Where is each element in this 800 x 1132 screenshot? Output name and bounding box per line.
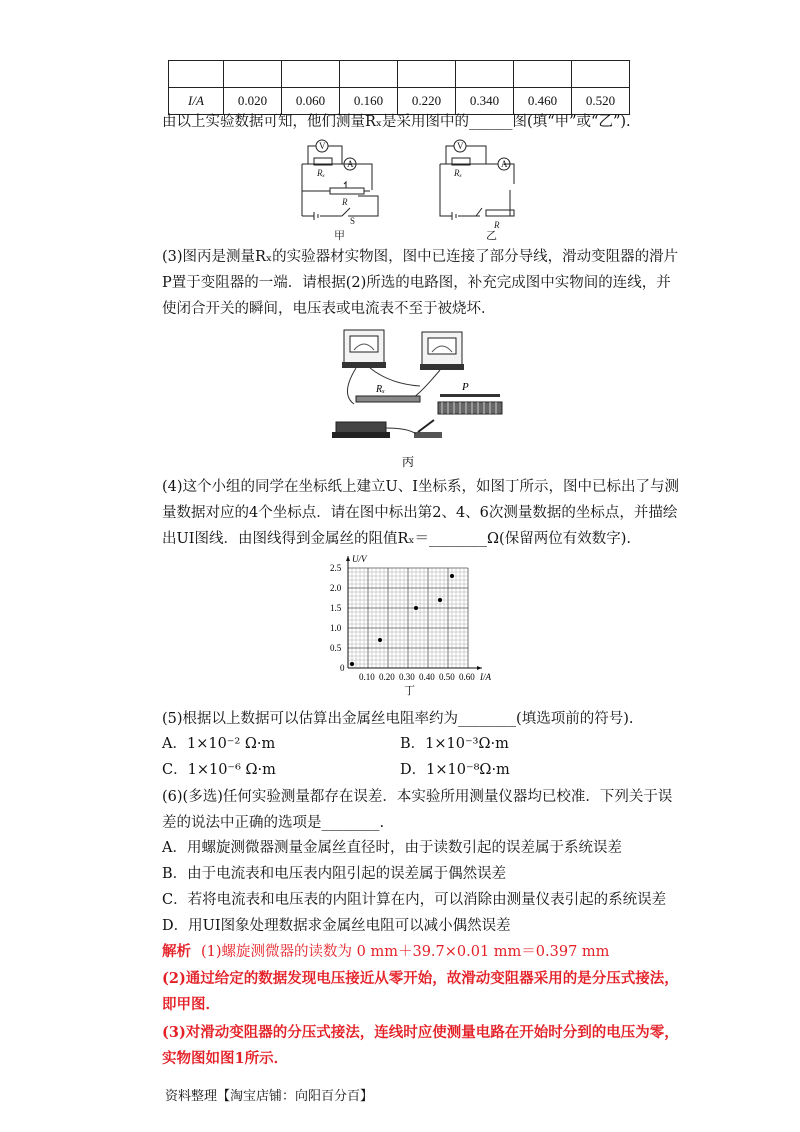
slider-p-label: P — [462, 381, 469, 393]
q2-tail-text: 由以上实验数据可知，他们测量Rₓ是采用图中的______图(填“甲”或“乙”). — [162, 114, 631, 130]
caption-yi: 乙 — [486, 230, 497, 242]
data-point — [378, 638, 382, 642]
table-row — [169, 61, 630, 88]
y-tick-label: 2.0 — [330, 583, 342, 593]
x-tick-label: 0.40 — [419, 672, 435, 682]
analysis-label: 解析 — [162, 943, 191, 960]
rheostat-device — [438, 394, 502, 414]
y-tick-label: 1.0 — [330, 623, 342, 633]
q4-text: (4)这个小组的同学在坐标纸上建立U、I坐标系，如图丁所示，图中已标出了与测量数据对应的4个坐标点．请在图中标出第2、4、6次测量数据的坐标点，并描绘出UI图线．由图线得到金属丝的阻值Rₓ＝________Ω(保留两位有效数字). — [162, 479, 679, 547]
y-tick-label: 0.5 — [330, 643, 342, 653]
analysis-line-3: (3)对滑动变阻器的分压式接法，连线时应使测量电路在开始时分到的电压为零，实物图如图1所示． — [162, 1024, 679, 1067]
q6-option-d: D．用UI图象处理数据求金属丝电阻可以减小偶然误差 — [162, 918, 511, 934]
ui-chart — [310, 548, 510, 698]
q5-text: (5)根据以上数据可以估算出金属丝电阻率约为________(填选项前的符号). — [162, 711, 634, 727]
q5-option-c: C．1×10⁻⁶ Ω·m — [162, 762, 276, 778]
circuit-jia — [302, 140, 378, 220]
rx-photo-label: Rₓ — [376, 384, 385, 395]
analysis-line-1: 解析 (1)螺旋测微器的读数为 0 mm＋39.7×0.01 mm＝0.397 mm — [162, 943, 610, 960]
x-tick-label: 0.30 — [399, 672, 415, 682]
y-axis-label: U/V — [352, 554, 367, 564]
x-tick-label: 0.50 — [439, 672, 455, 682]
table-row: I/A 0.020 0.060 0.160 0.220 0.340 0.460 0.520 — [169, 88, 630, 115]
data-point — [438, 598, 442, 602]
data-point — [350, 662, 354, 666]
q6-option-b: B．由于电流表和电压表内阻引起的误差属于偶然误差 — [162, 866, 507, 882]
r-label: R — [342, 197, 348, 207]
data-point — [450, 574, 454, 578]
x-tick-label: 0.20 — [379, 672, 395, 682]
analysis-line-2: (2)通过给定的数据发现电压接近从零开始，故滑动变阻器采用的是分压式接法，即甲图． — [162, 970, 679, 1013]
switch-device — [414, 420, 442, 438]
caption-bing: 丙 — [402, 455, 415, 469]
svg-text:R: R — [494, 220, 500, 230]
svg-text:Rₓ: Rₓ — [454, 168, 463, 178]
origin-label: 0 — [340, 663, 345, 673]
q6-text: (6)(多选)任何实验测量都存在误差．本实验所用测量仪器均已校准．下列关于误差的说法中正确的选项是________. — [162, 789, 673, 831]
footer-text: 资料整理【淘宝店铺：向阳百分百】 — [165, 1089, 374, 1104]
q6-option-a: A．用螺旋测微器测量金属丝直径时，由于读数引起的误差属于系统误差 — [162, 840, 622, 856]
svg-text:A: A — [501, 159, 508, 169]
chart-caption: 丁 — [404, 685, 415, 697]
circuit-diagrams — [290, 136, 530, 246]
apparatus-figure — [330, 324, 530, 472]
battery-device — [332, 422, 390, 438]
data-point — [414, 606, 418, 610]
resistance-wire — [356, 396, 420, 402]
voltmeter-device — [342, 330, 386, 368]
circuit-yi — [440, 140, 514, 220]
s-label: S — [350, 216, 356, 226]
ammeter-symbol: A — [347, 159, 354, 169]
x-tick-label: 0.60 — [459, 672, 475, 682]
ammeter-device — [420, 332, 464, 370]
voltmeter-symbol: V — [319, 141, 326, 151]
y-tick-label: 2.5 — [330, 563, 342, 573]
q5-option-a: A．1×10⁻² Ω·m — [162, 736, 276, 752]
y-axis-arrow — [346, 556, 350, 561]
x-axis-label: I/A — [480, 672, 491, 682]
x-axis-arrow — [477, 666, 482, 670]
y-tick-label: 1.5 — [330, 603, 342, 613]
q3-text: (3)图丙是测量Rₓ的实验器材实物图，图中已连接了部分导线，滑动变阻器的滑片P置于变阻器的一端．请根据(2)所选的电路图，补充完成图中实物间的连线，并使闭合开关的瞬间，电压表或电流表不至于被烧坏． — [162, 249, 679, 317]
q6-option-c: C．若将电流表和电压表的内阻计算在内，可以消除由测量仪表引起的系统误差 — [162, 892, 667, 908]
q5-option-b: B．1×10⁻³Ω·m — [400, 736, 509, 752]
rx-label: Rₓ — [317, 168, 326, 178]
data-table — [168, 60, 630, 115]
caption-jia: 甲 — [334, 230, 345, 242]
x-tick-label: 0.10 — [359, 672, 375, 682]
svg-text:V: V — [457, 141, 464, 151]
q5-option-d: D．1×10⁻⁸Ω·m — [400, 762, 510, 778]
